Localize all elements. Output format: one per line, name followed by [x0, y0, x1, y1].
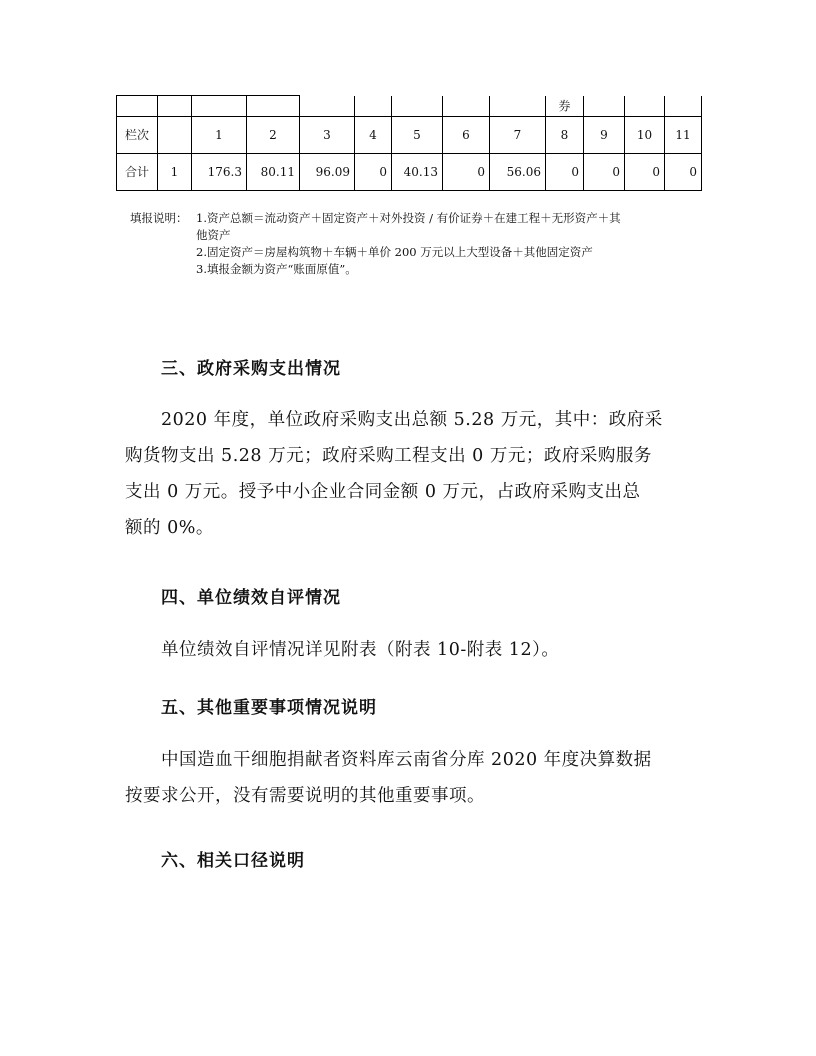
paragraph-line: 单位绩效自评情况详见附表（附表 10-附表 12）。	[161, 640, 560, 660]
section-heading-procurement: 三、政府采购支出情况	[161, 359, 341, 379]
section-heading-definitions: 六、相关口径说明	[161, 851, 305, 871]
note-line: 3.填报金额为资产“账面原值”。	[196, 262, 357, 276]
note-line: 1.资产总额＝流动资产＋固定资产＋对外投资 / 有价证券＋在建工程＋无形资产＋其	[196, 211, 621, 225]
table-cell: 5	[392, 117, 443, 154]
table-cell: 0	[625, 154, 665, 191]
table-cell	[625, 96, 665, 117]
paragraph-line: 按要求公开，没有需要说明的其他重要事项。	[125, 786, 485, 806]
table-cell	[584, 96, 625, 117]
section-paragraph-performance	[125, 632, 705, 668]
table-cell	[117, 96, 158, 117]
row-label: 合计	[117, 154, 158, 191]
table-cell: 11	[665, 117, 702, 154]
notes-label: 填报说明：	[130, 211, 188, 225]
table-cell: 8	[546, 117, 584, 154]
table-cell	[665, 96, 702, 117]
table-cell	[158, 96, 192, 117]
table-cell: 4	[355, 117, 392, 154]
table-cell: 3	[300, 117, 355, 154]
table-cell	[443, 96, 490, 117]
paragraph-line: 2020 年度，单位政府采购支出总额 5.28 万元，其中：政府采	[161, 410, 663, 430]
section-paragraph-procurement	[125, 402, 705, 546]
table-cell: 0	[443, 154, 490, 191]
table-cell	[355, 96, 392, 117]
table-cell	[158, 117, 192, 154]
paragraph-line: 额的 0%。	[125, 518, 214, 538]
table-cell: 9	[584, 117, 625, 154]
table-cell: 40.13	[392, 154, 443, 191]
table-cell: 6	[443, 117, 490, 154]
section-paragraph-other-matters	[125, 742, 705, 814]
table-cell: 2	[247, 117, 300, 154]
table-cell: 176.3	[192, 154, 247, 191]
asset-table	[116, 95, 702, 191]
table-cell: 96.09	[300, 154, 355, 191]
section-heading-performance: 四、单位绩效自评情况	[161, 588, 341, 608]
table-header-fragment-row	[117, 96, 702, 117]
note-line: 2.固定资产＝房屋构筑物＋车辆＋单价 200 万元以上大型设备＋其他固定资产	[196, 245, 593, 259]
row-label: 栏次	[117, 117, 158, 154]
table-cell	[490, 96, 546, 117]
note-line: 他资产	[196, 228, 231, 242]
table-cell: 56.06	[490, 154, 546, 191]
table-cell: 1	[158, 154, 192, 191]
table-cell	[247, 96, 300, 117]
section-heading-other-matters: 五、其他重要事项情况说明	[161, 698, 377, 718]
table-row-index	[117, 117, 702, 154]
table-cell: 0	[665, 154, 702, 191]
table-cell	[392, 96, 443, 117]
table-cell	[300, 96, 355, 117]
table-cell	[192, 96, 247, 117]
table-cell: 0	[546, 154, 584, 191]
table-cell: 7	[490, 117, 546, 154]
table-cell: 0	[584, 154, 625, 191]
table-cell: 10	[625, 117, 665, 154]
notes-body	[196, 210, 696, 278]
table-cell: 80.11	[247, 154, 300, 191]
table-row-total	[117, 154, 702, 191]
paragraph-line: 支出 0 万元。授予中小企业合同金额 0 万元，占政府采购支出总	[125, 482, 641, 502]
table-cell: 0	[355, 154, 392, 191]
paragraph-line: 中国造血干细胞捐献者资料库云南省分库 2020 年度决算数据	[161, 750, 652, 770]
table-cell: 券	[546, 96, 584, 117]
paragraph-line: 购货物支出 5.28 万元；政府采购工程支出 0 万元；政府采购服务	[125, 446, 652, 466]
table-cell: 1	[192, 117, 247, 154]
